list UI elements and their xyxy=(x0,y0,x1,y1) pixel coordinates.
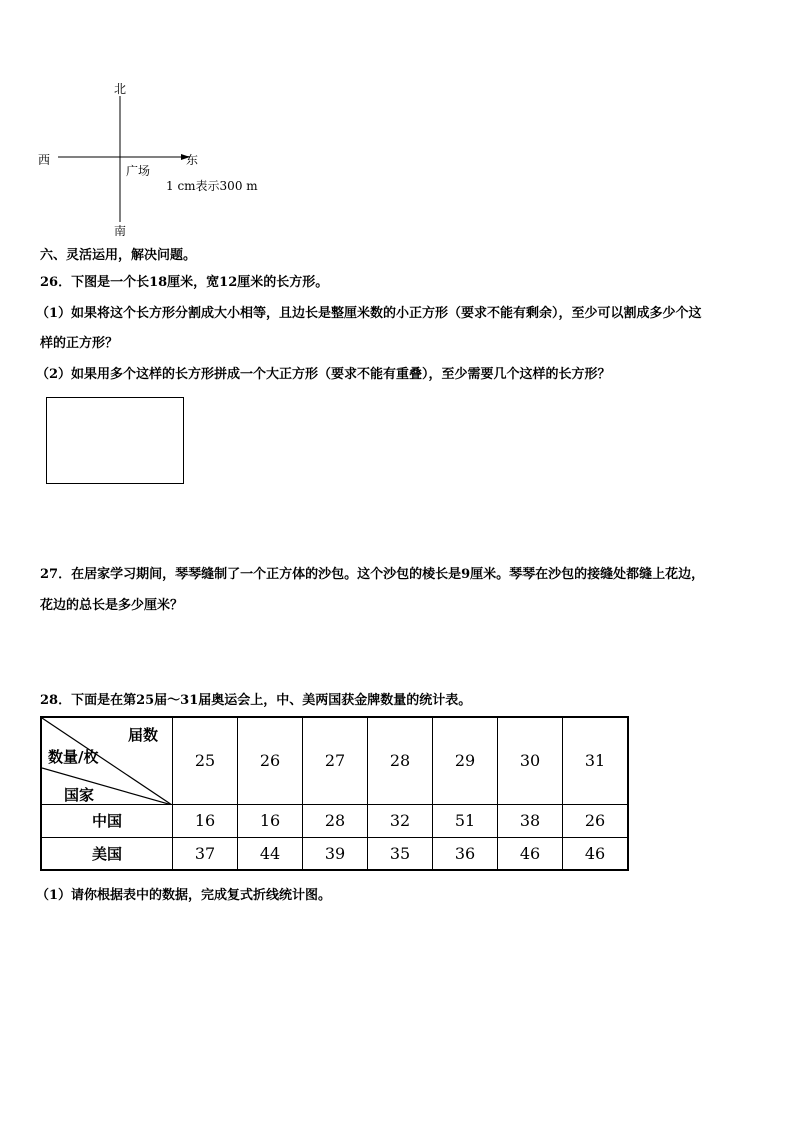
value-cell: 44 xyxy=(238,837,303,870)
value-cell: 38 xyxy=(498,804,563,837)
value-cell: 32 xyxy=(368,804,433,837)
value-cell: 36 xyxy=(433,837,498,870)
value-cell: 51 xyxy=(433,804,498,837)
scale-label: 1 cm表示300 m xyxy=(166,179,258,193)
value-cell: 16 xyxy=(238,804,303,837)
value-cell: 26 xyxy=(563,804,629,837)
section-title: 六、灵活运用，解决问题。 xyxy=(40,248,197,263)
header-count-label: 数量/枚 xyxy=(48,748,99,766)
q27-line1: 27．在居家学习期间，琴琴缝制了一个正方体的沙包。这个沙包的棱长是9厘米。琴琴在沙包的接缝处都缝上花边， xyxy=(40,567,705,582)
value-cell: 35 xyxy=(368,837,433,870)
diagonal-header-cell xyxy=(41,717,173,804)
east-label: 东 xyxy=(186,153,199,167)
session-cell: 29 xyxy=(433,717,498,804)
north-label: 北 xyxy=(114,82,127,96)
q26-part1-line2: 样的正方形？ xyxy=(40,336,119,351)
value-cell: 39 xyxy=(303,837,368,870)
header-session-label: 届数 xyxy=(127,726,158,744)
country-cell: 中国 xyxy=(41,804,173,837)
table-row-usa xyxy=(41,837,628,870)
q27-line2: 花边的总长是多少厘米？ xyxy=(40,598,184,613)
session-cell: 25 xyxy=(173,717,238,804)
south-label: 南 xyxy=(114,224,127,238)
west-label: 西 xyxy=(38,153,51,167)
value-cell: 28 xyxy=(303,804,368,837)
q28-part1: （1）请你根据表中的数据，完成复式折线统计图。 xyxy=(36,888,332,903)
country-cell: 美国 xyxy=(41,837,173,870)
q26-rectangle-figure xyxy=(46,397,184,484)
value-cell: 46 xyxy=(498,837,563,870)
medal-table xyxy=(40,716,629,871)
session-cell: 31 xyxy=(563,717,629,804)
session-cell: 30 xyxy=(498,717,563,804)
session-cell: 28 xyxy=(368,717,433,804)
table-row-china xyxy=(41,804,628,837)
header-row xyxy=(41,717,628,804)
value-cell: 46 xyxy=(563,837,629,870)
plaza-label: 广场 xyxy=(126,164,151,178)
value-cell: 16 xyxy=(173,804,238,837)
header-country-label: 国家 xyxy=(64,786,95,804)
value-cell: 37 xyxy=(173,837,238,870)
q26-stem: 26．下图是一个长18厘米，宽12厘米的长方形。 xyxy=(40,275,329,290)
session-cell: 26 xyxy=(238,717,303,804)
q26-part2: （2）如果用多个这样的长方形拼成一个大正方形（要求不能有重叠），至少需要几个这样的长方形？ xyxy=(36,367,611,382)
session-cell: 27 xyxy=(303,717,368,804)
compass-diagram xyxy=(0,0,260,245)
q26-part1-line1: （1）如果将这个长方形分割成大小相等，且边长是整厘米数的小正方形（要求不能有剩余），至少可以割成多少个这 xyxy=(36,306,702,321)
q28-stem: 28．下面是在第25届～31届奥运会上，中、美两国获金牌数量的统计表。 xyxy=(40,693,472,708)
